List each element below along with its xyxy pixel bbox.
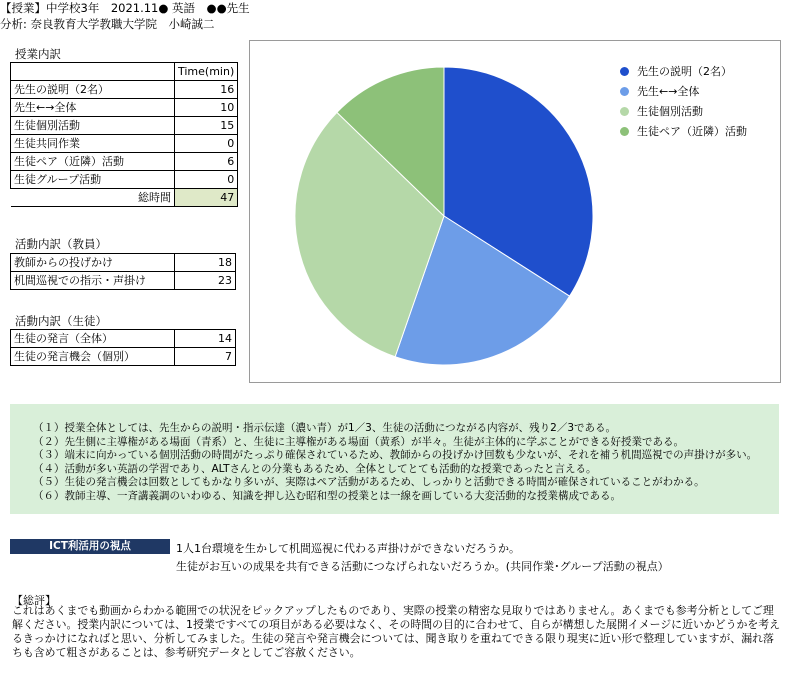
- table-row: [11, 254, 236, 272]
- row-label: 生徒個別活動: [11, 117, 175, 135]
- analysis-notes: [10, 404, 779, 514]
- lesson-table: [10, 62, 238, 207]
- row-label: 生徒グループ活動: [11, 171, 175, 189]
- table-row: [11, 153, 238, 171]
- legend-swatch: [620, 127, 629, 136]
- lesson-section-title: 授業内訳: [15, 47, 61, 61]
- row-value: 18: [175, 254, 236, 272]
- row-value: 0: [175, 171, 238, 189]
- row-value: 23: [175, 272, 236, 290]
- total-value: 47: [175, 189, 238, 207]
- teacher-table: [10, 253, 236, 290]
- row-value: 14: [175, 330, 236, 348]
- student-section-title: 活動内訳（生徒）: [15, 314, 107, 328]
- row-value: 10: [175, 99, 238, 117]
- legend-item: [620, 81, 747, 101]
- ict-line-2: 生徒がお互いの成果を共有できる活動につなげられないだろうか。(共同作業･グループ活動の視点）: [176, 560, 669, 573]
- table-row: [11, 272, 236, 290]
- legend-item: [620, 61, 747, 81]
- total-row: [11, 189, 238, 207]
- header-empty-cell: [11, 63, 175, 81]
- chart-legend: [620, 61, 747, 141]
- row-label: 生徒の発言（全体）: [11, 330, 175, 348]
- row-label: 生徒共同作業: [11, 135, 175, 153]
- note-line: （６）教師主導、一斉講義調のいわゆる、知識を押し込む昭和型の授業とは一線を画している大変活動的な授業構成である。: [33, 489, 621, 502]
- student-table: [10, 329, 236, 366]
- table-row: [11, 171, 238, 189]
- legend-swatch: [620, 67, 629, 76]
- legend-swatch: [620, 87, 629, 96]
- row-label: 先生←→全体: [11, 99, 175, 117]
- legend-label: 生徒個別活動: [637, 105, 703, 118]
- table-row: [11, 348, 236, 366]
- row-label: 先生の説明（2名）: [11, 81, 175, 99]
- row-value: 16: [175, 81, 238, 99]
- note-line: （１）授業全体としては、先生からの説明・指示伝達（濃い青）が1／3、生徒の活動につながる内容が、残り2／3である。: [33, 422, 617, 434]
- row-value: 15: [175, 117, 238, 135]
- row-value: 6: [175, 153, 238, 171]
- legend-item: [620, 121, 747, 141]
- pie-chart-panel: [249, 40, 781, 383]
- row-label: 生徒の発言機会（個別）: [11, 348, 175, 366]
- legend-label: 先生←→全体: [637, 85, 700, 98]
- row-value: 7: [175, 348, 236, 366]
- table-row: [11, 81, 238, 99]
- row-value: 0: [175, 135, 238, 153]
- table-row: [11, 99, 238, 117]
- header-left: 【授業】中学校3年 2021.11● 英語 ●●先生: [0, 1, 250, 15]
- legend-label: 先生の説明（2名）: [637, 65, 732, 78]
- row-label: 教師からの投げかけ: [11, 254, 175, 272]
- summary-title: 【総評】: [12, 594, 56, 607]
- note-line: （４）活動が多い英語の学習であり、ALTさんとの分業もあるため、全体としてとても活動的な授業であったと言える。: [33, 462, 597, 475]
- table-row: [11, 135, 238, 153]
- note-line: （２）先生側に主導権がある場面（青系）と、生徒に主導権がある場面（黄系）が半々。生徒が主体的に学ぶことができる好授業である。: [33, 435, 684, 448]
- note-line: （５）生徒の発言機会は回数としてもかなり多いが、実際はペア活動があるため、しっかりと活動できる時間が確保されていることがわかる。: [33, 476, 705, 489]
- header-analyst: 分析: 奈良教育大学教職大学院 小崎誠二: [0, 17, 215, 31]
- time-column-header: Time(min): [175, 63, 238, 81]
- total-label: 総時間: [11, 189, 175, 207]
- table-row: [11, 330, 236, 348]
- row-label: 机間巡視での指示・声掛け: [11, 272, 175, 290]
- ict-line-1: 1人1台環境を生かして机間巡視に代わる声掛けができないだろうか。: [176, 542, 520, 555]
- legend-swatch: [620, 107, 629, 116]
- legend-label: 生徒ペア（近隣）活動: [637, 125, 747, 138]
- teacher-section-title: 活動内訳（教員）: [15, 237, 107, 251]
- table-header-row: [11, 63, 238, 81]
- legend-item: [620, 101, 747, 121]
- summary-text: これはあくまでも動画からわかる範囲での状況をピックアップしたものであり、実際の授業の精密な見取りではありません。あくまでも参考分析としてご理解ください。授業内訳については、1授業ですべての項目がある必要はなく、その時間の目的に合わせて、自らが構想した展開イメージに近いかどうかを考えるきっかけになればと思い、分析してみました。生徒の発言や発言機会については、聞き取りを重ねてできる限り現実に近い形で整理していますが、漏れ落ちも含めて粗さがあることは、参考研究データとしてご容赦ください。: [12, 604, 781, 659]
- note-line: （３）端末に向かっている個別活動の時間がたっぷり確保されているため、教師からの投げかけ回数も少ないが、それを補う机間巡視での声掛けが多い。: [33, 449, 758, 462]
- table-row: [11, 117, 238, 135]
- ict-perspective-label: ICT利活用の視点: [10, 539, 170, 554]
- row-label: 生徒ペア（近隣）活動: [11, 153, 175, 171]
